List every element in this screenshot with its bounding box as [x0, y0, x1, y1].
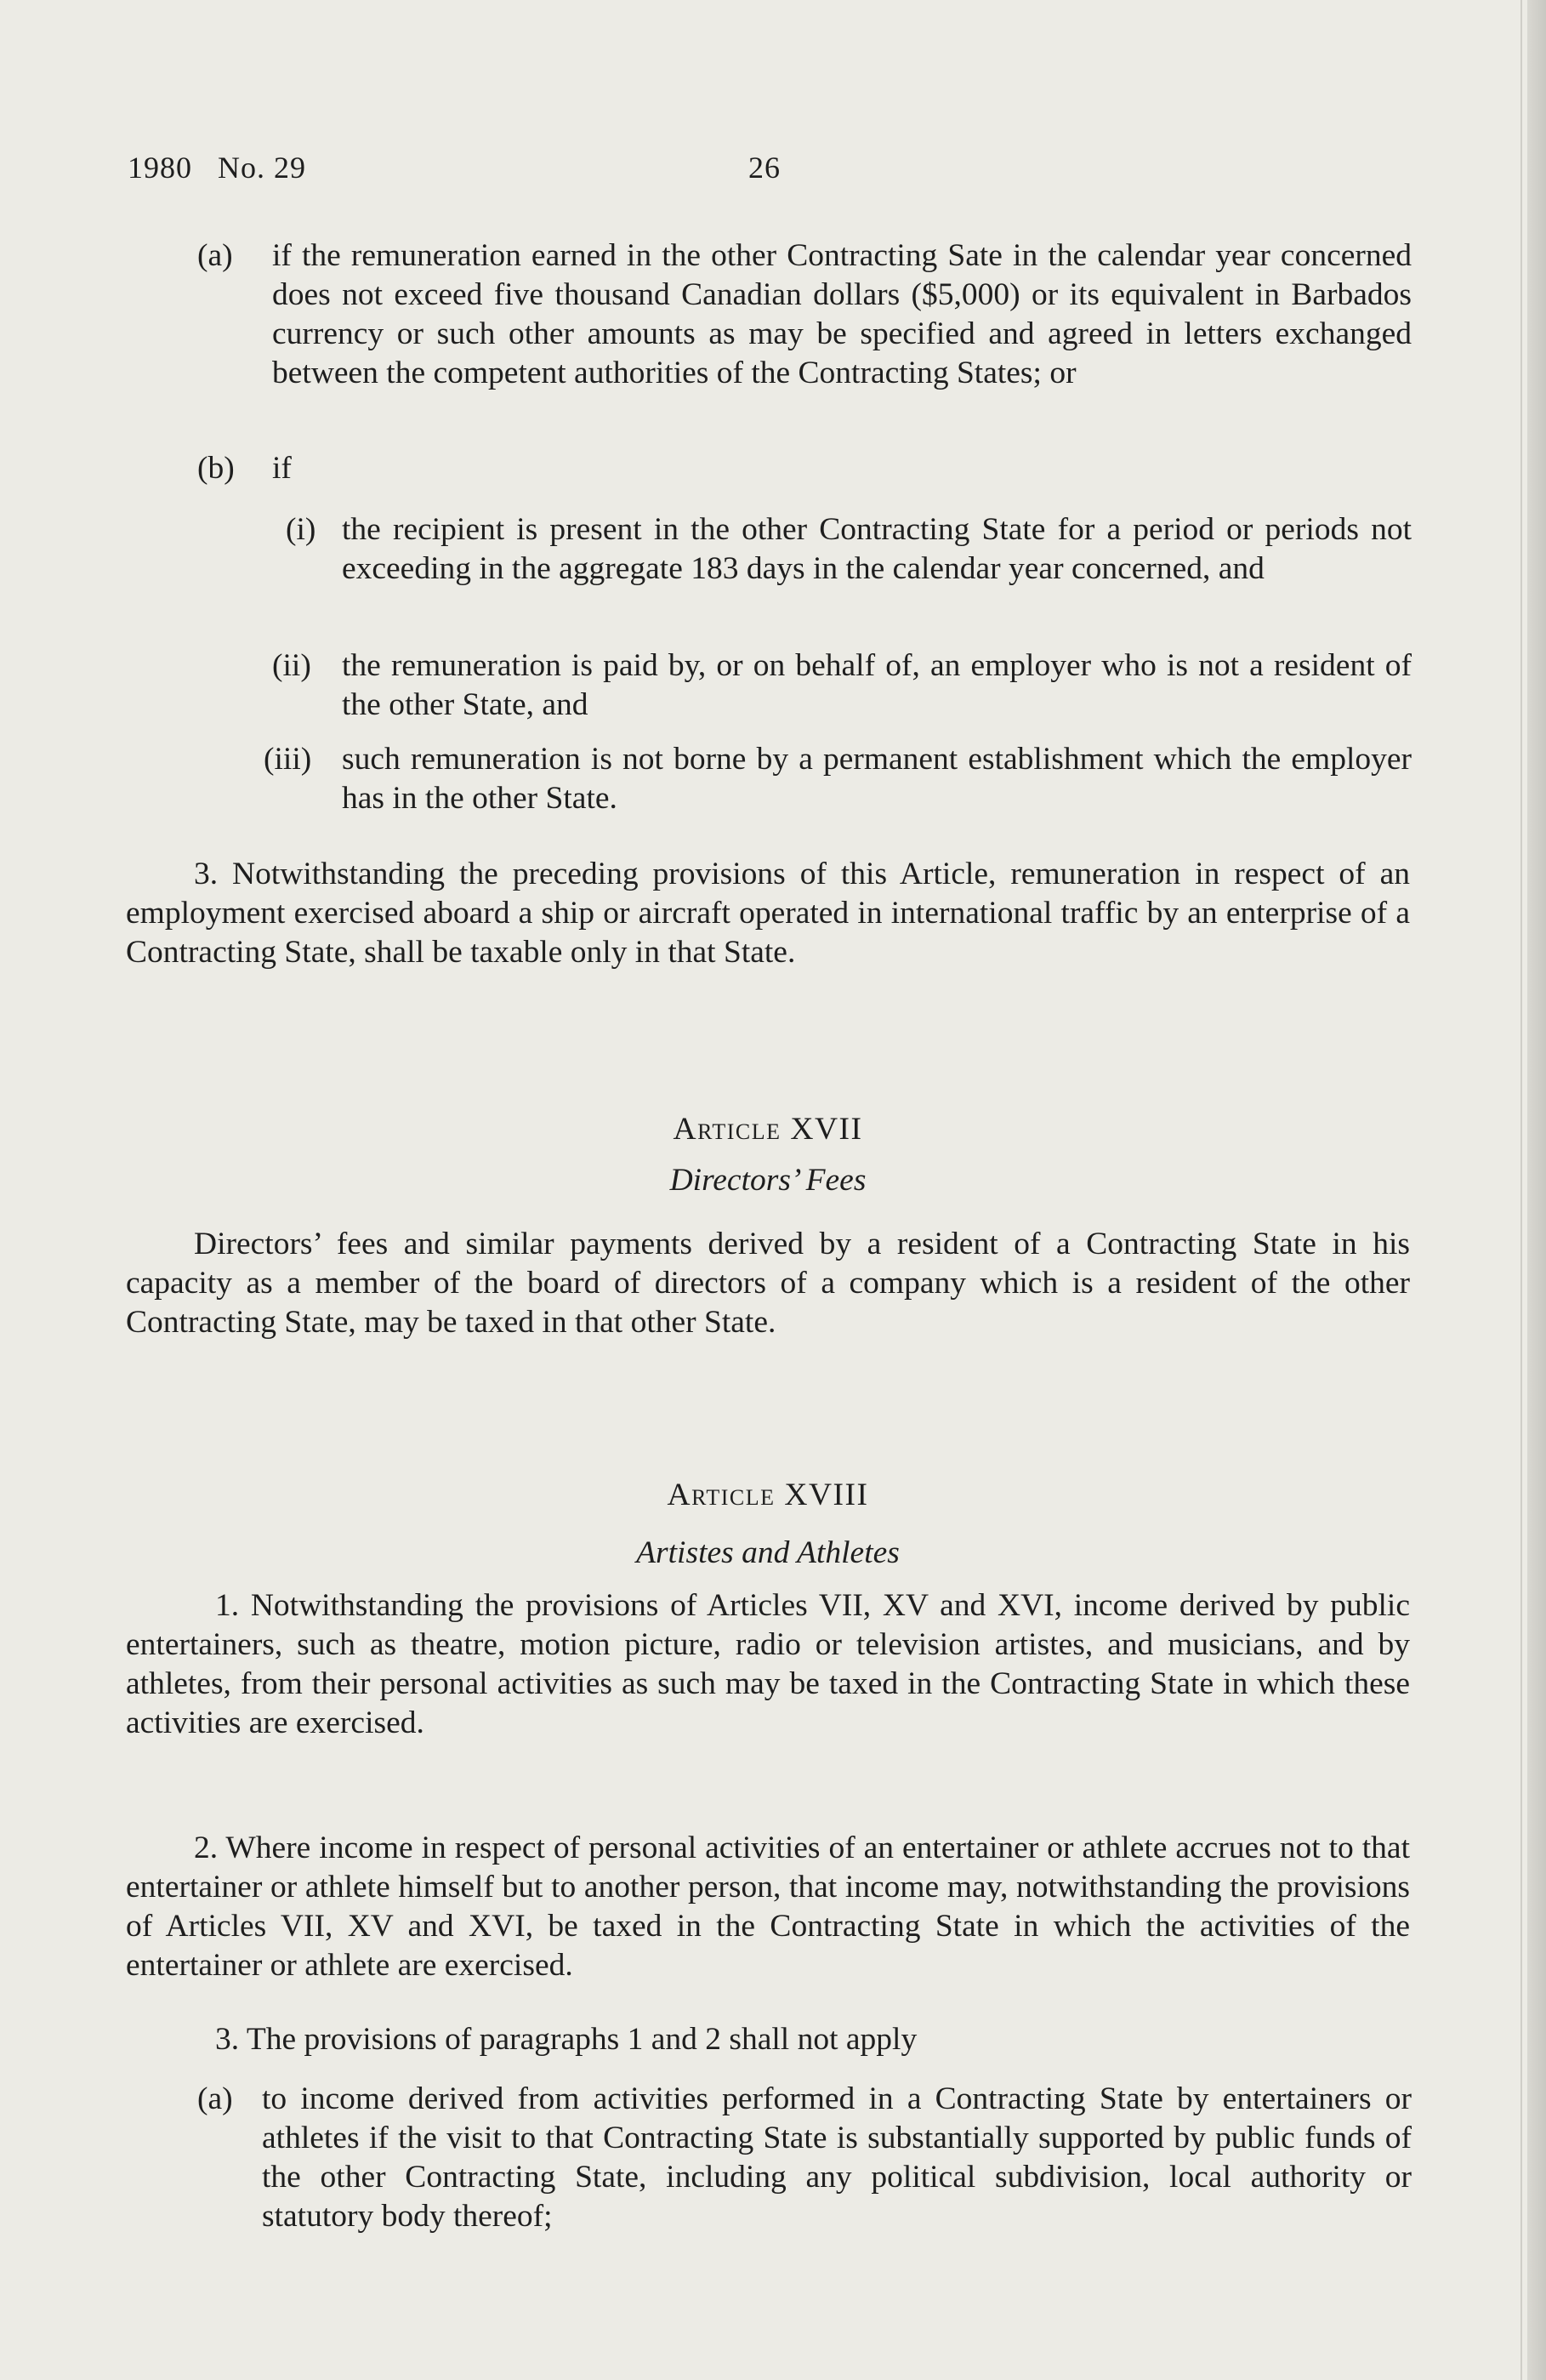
para-2b-i-text: the recipient is present in the other Contracting State for a period or periods not exceeding in the aggregate 183 days in the calendar year concerned, and	[342, 512, 1412, 586]
para-2b-text: if	[272, 451, 292, 486]
article-18-para-3a-text: to income derived from activities performed in a Contracting State by entertainers or athletes if the visit to that Contracting State is substantially supported by public funds of the other Contracting State, including any political subdivision, local authority or statutory body thereof;	[262, 2081, 1412, 2234]
para-2b-iii-text: such remuneration is not borne by a permanent establishment which the employer has in the other State.	[342, 742, 1412, 816]
para-2b-ii-text: the remuneration is paid by, or on behalf of, an employer who is not a resident of the other State, and	[342, 648, 1412, 722]
article-17-text: Directors’ fees and similar payments derived by a resident of a Contracting State in his capacity as a member of the board of directors of a company which is a resident of the other Contracting State, may be taxed in that other State.	[126, 1227, 1410, 1340]
para-2b-iii-label: (iii)	[264, 742, 312, 777]
article-17-subtitle: Directors’ Fees	[669, 1163, 867, 1198]
para-3: 3. Notwithstanding the preceding provisions of this Article, remuneration in respect of an employment exercised aboard a ship or aircraft operated in international traffic by an enterprise of a Contracting State, shall be taxable only in that State.	[126, 857, 1410, 970]
article-18-para-1: 1. Notwithstanding the provisions of Articles VII, XV and XVI, income derived by public entertainers, such as theatre, motion picture, radio or television artistes, and musicians, and by athletes, from their personal activities as such may be taxed in the Contracting State in which these activities are exercised.	[126, 1588, 1410, 1740]
page-binding-edge	[1527, 0, 1546, 2380]
page-header	[128, 150, 1420, 192]
article-18-para-3a-label: (a)	[197, 2081, 233, 2116]
para-2b-label: (b)	[197, 451, 235, 486]
page-edge-line	[1520, 0, 1522, 2380]
article-17-title: Article XVII	[673, 1112, 863, 1147]
para-2b-ii-label: (ii)	[272, 648, 311, 683]
article-18-subtitle: Artistes and Athletes	[636, 1535, 900, 1570]
article-18-para-3: 3. The provisions of paragraphs 1 and 2 shall not apply	[215, 2022, 918, 2057]
para-2a-text: if the remuneration earned in the other Contracting Sate in the calendar year concerned does not exceed five thousand Canadian dollars ($5,000) or its equivalent in Barbados currency or such other amounts as may be specified and agreed in letters exchanged between the competent authorities of the Contracting States; or	[272, 238, 1412, 390]
article-18-para-2: 2. Where income in respect of personal activities of an entertainer or athlete accrues not to that entertainer or athlete himself but to another person, that income may, notwithstanding the provisions of Articles VII, XV and XVI, be taxed in the Contracting State in which the activities of the entertainer or athlete are exercised.	[126, 1831, 1410, 1983]
article-18-title: Article XVIII	[667, 1478, 869, 1512]
para-2b-i-label: (i)	[286, 512, 316, 547]
para-2a-label: (a)	[197, 238, 233, 273]
page-number: 26	[748, 151, 781, 185]
act-reference: 1980 No. 29	[128, 151, 306, 185]
